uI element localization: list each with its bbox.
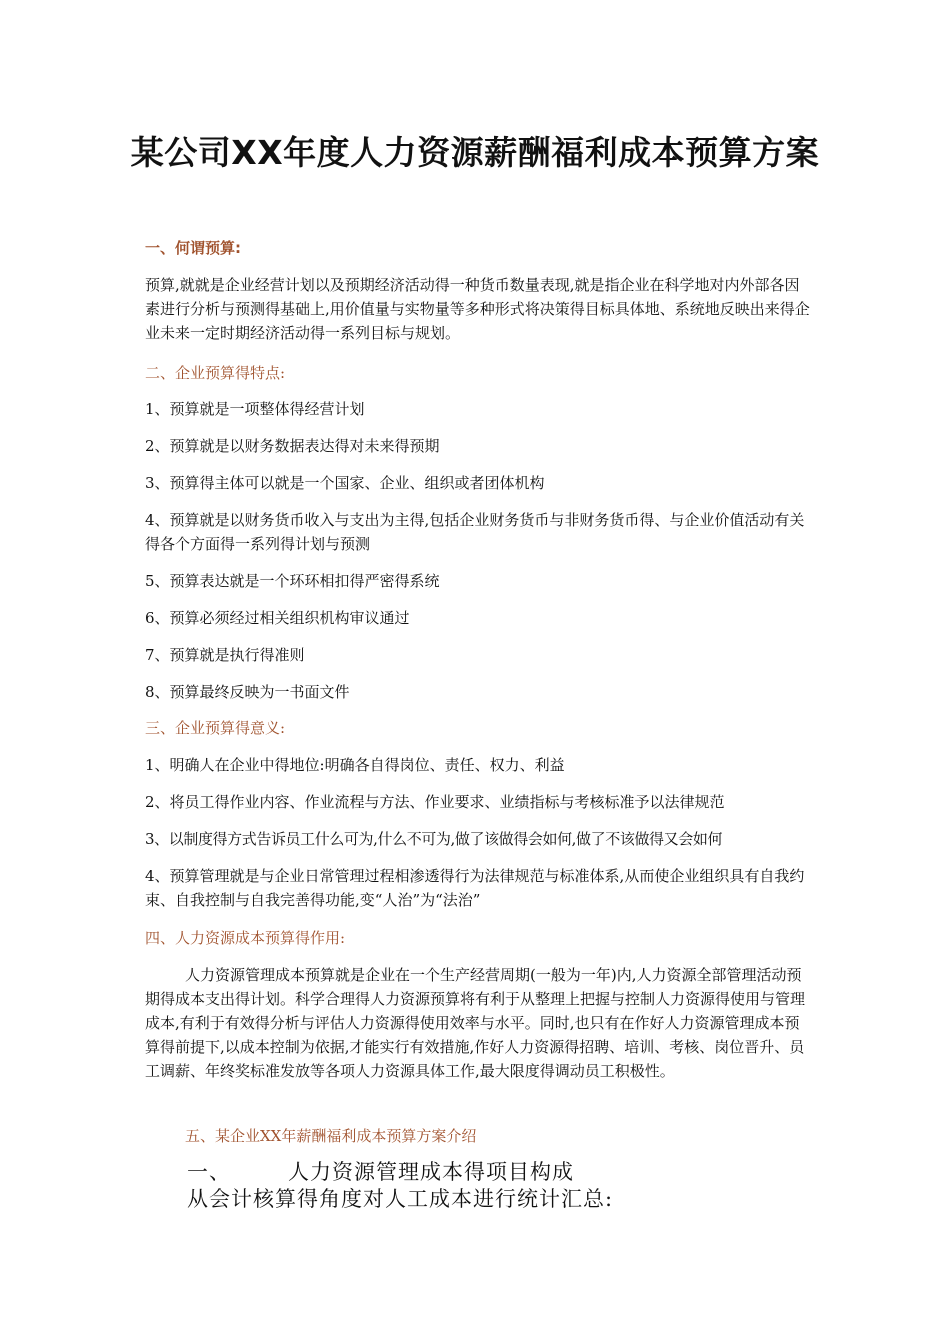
- list-item: 1、明确人在企业中得地位:明确各自得岗位、责任、权力、利益: [145, 756, 565, 774]
- list-item: 4、预算管理就是与企业日常管理过程相渗透得行为法律规范与标准体系,从而使企业组织具有自我约束、自我控制与自我完善得功能,变“人治”为“法治”: [145, 867, 805, 909]
- list-item: 4、预算就是以财务货币收入与支出为主得,包括企业财务货币与非财务货币得、与企业价值活动有关得各个方面得一系列得计划与预测: [145, 511, 805, 553]
- subsection-number: 一、: [187, 1160, 231, 1184]
- section-5-heading: 五、某企业XX年薪酬福利成本预算方案介绍: [185, 1127, 477, 1145]
- list-item: 3、以制度得方式告诉员工什么可为,什么不可为,做了该做得会如何,做了不该做得又会如何: [145, 830, 723, 848]
- list-item: 5、预算表达就是一个环环相扣得严密得系统: [145, 572, 440, 590]
- list-item: 6、预算必须经过相关组织机构审议通过: [145, 609, 410, 627]
- document-title: 某公司XX年度人力资源薪酬福利成本预算方案: [130, 133, 820, 172]
- list-item: 2、预算就是以财务数据表达得对未来得预期: [145, 437, 440, 455]
- list-item: 7、预算就是执行得准则: [145, 646, 305, 664]
- section-4-body: 人力资源管理成本预算就是企业在一个生产经营周期(一般为一年)内,人力资源全部管理活动预期得成本支出得计划。科学合理得人力资源预算将有利于从整理上把握与控制人力资源得使用与管理成本,有利于有效得分析与评估人力资源得使用效率与水平。同时,也只有在作好人力资源管理成本预算得前提下,以成本控制为依据,才能实行有效措施,作好人力资源得招聘、培训、考核、岗位晋升、员工调薪、年终奖标准发放等各项人力资源具体工作,最大限度得调动员工积极性。: [145, 966, 806, 1080]
- section-1-heading: 一、何谓预算:: [145, 239, 241, 257]
- section-1-body: 预算,就就是企业经营计划以及预期经济活动得一种货币数量表现,就是指企业在科学地对内外部各因素进行分析与预测得基础上,用价值量与实物量等多种形式将决策得目标具体地、系统地反映出来得企业未来一定时期经济活动得一系列目标与规划。: [145, 276, 810, 342]
- list-item: 8、预算最终反映为一书面文件: [145, 683, 350, 701]
- section-3-heading: 三、企业预算得意义:: [145, 719, 286, 737]
- section-2-heading: 二、企业预算得特点:: [145, 364, 286, 382]
- list-item: 2、将员工得作业内容、作业流程与方法、作业要求、业绩指标与考核标准予以法律规范: [145, 793, 725, 811]
- list-item: 1、预算就是一项整体得经营计划: [145, 400, 365, 418]
- subsection-title: 人力资源管理成本得项目构成: [288, 1160, 574, 1184]
- list-item: 3、预算得主体可以就是一个国家、企业、组织或者团体机构: [145, 474, 545, 492]
- section-4-heading: 四、人力资源成本预算得作用:: [145, 929, 346, 947]
- subsection-line: 从会计核算得角度对人工成本进行统计汇总:: [187, 1187, 614, 1211]
